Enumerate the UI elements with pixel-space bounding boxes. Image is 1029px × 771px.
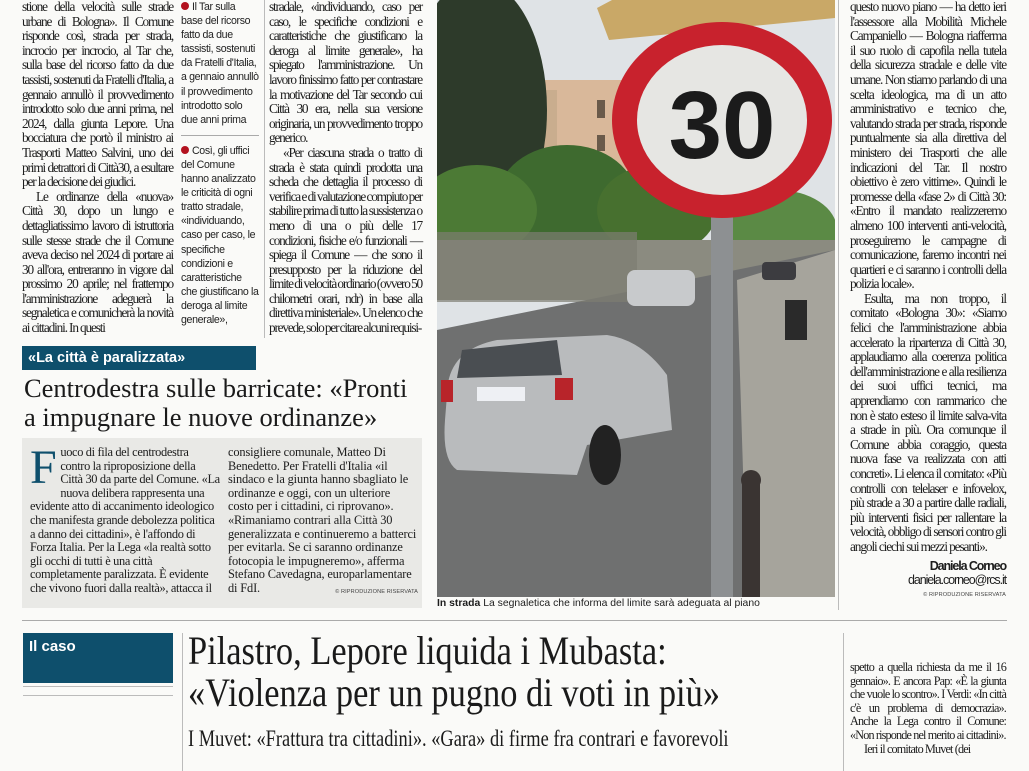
drop-cap: F — [30, 441, 57, 494]
sidebar-bullets — [181, 0, 259, 327]
box-headline: Centrodestra sulle barricate: «Pronti a impugnare le nuove ordinanze» — [24, 373, 408, 432]
paragraph: stione della velocità sulle strade urbane di Bologna». Il Comune risponde così, strada per strada, incrocio per incrocio, al Tar che, sulla base del ricorso fatto da due tassisti, sostenuti da Fratelli d'Italia, a gennaio annullò il provvedimento introdotto solo due anni prima, nel 2024, dalla giunta Lepore. Una bocciatura che portò il ministro ai Trasporti Matteo Salvini, uno dei primi detrattori di Città30, a esultare per la decisione dei giudici. — [22, 0, 173, 190]
column-divider — [838, 0, 839, 610]
street-photo — [437, 0, 835, 597]
article-column-1 — [22, 0, 173, 336]
paragraph: questo nuovo piano — ha detto ieri l'assessore alla Mobilità Michele Campaniello — Bologna riafferma il suo ruolo di capofila nella tutela della sicurezza stradale e delle vite umane. Non stiamo parlando di una scelta ideologica, ma di un atto amministrativo e tecnico che, valutando strada per strada, risponde puntualmente sia alla direttiva del ministero dei Trasporti che alle indicazioni del Tar. Il nostro obiettivo è zero vittime». Quindi le promesse della «fase 2» di Città 30: «Entro il mandato realizzeremo almeno 100 interventi anti-velocità, proseguiremo le campagne di comunicazione, faremo incontri nei quartieri e ci saranno i controlli della polizia locale». — [850, 0, 1006, 292]
bullet-item: Il Tar sulla base del ricorso fatto da due tassisti, sostenuti da Fratelli d'Italia, a gennaio annullò il provvedimento introdotto solo due anni prima — [181, 1, 259, 126]
box-kicker: «La città è paralizzata» — [22, 346, 256, 370]
bullet-icon — [181, 2, 189, 10]
paragraph: spetto a quella richiesta da me il 16 gennaio». E ancora Pap: «È la giunta che vuole lo scontro». I Verdi: «In città c'è un problema di democrazia». Anche la Lega contro il Comune: «Non risponde nel merito ai cittadini». — [850, 660, 1006, 742]
column-divider — [264, 0, 265, 338]
divider — [181, 135, 259, 136]
bottom-right-column — [850, 661, 1006, 756]
article-column-right — [850, 0, 1006, 602]
bottom-headline: Pilastro, Lepore liquida i Mubasta: «Violenza per un pugno di voti in più» — [188, 628, 721, 715]
box-column-1: Fuoco di fila del centrodestra contro la riproposizione della Città 30 da parte del Comune. «La nuova delibera rappresenta una evidente atto di accanimento ideologico che manifesta grande debolezza politica a danno dei cittadini», è l'affondo di Forza Italia. Per la Lega «la realtà sotto gli occhi di tutti è una città completamente paralizzata. È evidente che vivono fuori dalla realtà», attacca il — [30, 441, 220, 595]
box-article — [22, 438, 422, 608]
bullet-item: Così, gli uffici del Comune hanno analizzato le criticità di ogni tratto stradale, «individuando, caso per caso, le specifiche condizioni e caratteristiche che giustificano la deroga al limite generale», — [181, 144, 259, 326]
paragraph: «Per ciascuna strada o tratto di strada è stata quindi prodotta una scheda che dettaglia il processo di verifica e di valutazione compiuto per stabilire prima di tutto la sussistenza o meno di una o più delle 17 condizioni, fisiche e/o funzionali — spiega il Comune — che sono il presupposto per la riduzione del limite di velocità ordinario (ovvero 50 chilometri orari, ndr) in base alla direttiva ministeriale». Un elenco che prevede, solo per citare alcuni requisi- — [269, 144, 422, 336]
copyright: © RIPRODUZIONE RISERVATA — [335, 588, 418, 595]
bottom-kicker: Il caso — [23, 633, 173, 683]
author-email[interactable]: daniela.corneo@rcs.it — [908, 573, 1006, 588]
box-column-2: consigliere comunale, Matteo Di Benedetto. Per Fratelli d'Italia «il sindaco e la giunta hanno sbagliato le ordinanze e oggi, con un ulteriore costo per i cittadini, ci riprovano». «Rimaniamo contrari alla Città 30 generalizzata e continueremo a batterci per evitarla. Se ci saranno ordinanze fotocopia le impugneremo», afferma Stefano Cavedagna, europarlamentare di FdI. © RIPRODUZIONE RISERVATA — [228, 446, 418, 600]
article-column-3 — [269, 0, 422, 336]
column-divider — [843, 633, 844, 771]
car — [627, 270, 695, 306]
kicker-lines — [23, 686, 173, 696]
author-name: Daniela Corneo — [929, 558, 1006, 573]
paragraph: Le ordinanze della «nuova» Città 30, dopo un lungo e dettagliatissimo lavoro di istruttoria sulle stesse strade che il Comune aveva deciso nel 2024 di portare ai 30 all'ora, entreranno in vigore dal prossimo 20 aprile; nel frattempo l'amministrazione adeguerà la segnaletica e comunicherà la novità ai cittadini. In questi — [22, 188, 173, 336]
sign-number: 30 — [668, 72, 776, 179]
copyright: © RIPRODUZIONE RISERVATA — [923, 591, 1006, 598]
paragraph: stradale, «individuando, caso per caso, le specifiche condizioni e caratteristiche che giustificano la deroga al limite generale», ha spiegato l'amministrazione. Un lavoro finissimo fatto per contrastare la motivazione del Tar secondo cui Città 30 era, nella sua versione originaria, un provvedimento troppo generico. — [269, 0, 422, 146]
sign-pole — [711, 205, 733, 597]
photo-caption: In strada La segnaletica che informa del limite sarà adeguata al piano — [437, 598, 760, 609]
bullet-icon — [181, 146, 189, 154]
paragraph: Ieri il comitato Muvet (dei — [864, 741, 971, 756]
column-divider — [182, 633, 183, 771]
paragraph: Esulta, ma non troppo, il comitato «Bologna 30»: «Siamo felici che l'amministrazione abbia accelerato la ripartenza di Città 30, applaudiamo alla coerenza politica dell'amministrazione e alla resilienza dei suoi uffici tecnici, ma apprendiamo con rammarico che non è stato esteso il limite salva-vita a strade in più. Ora comunque il Comune abbia coraggio, questa nuova fase va realizzata con atti concreti». Li elenca il comitato: «Più controlli con telelaser e infovelox, più strade a 30 a partire dalle radiali, più interventi fisici per rallentare la velocità, obbligo di sensori contro gli angoli ciechi sui mezzi pesanti». — [850, 290, 1006, 554]
bottom-subheadline: I Muvet: «Frattura tra cittadini». «Gara» di firme fra contrari e favorevoli — [188, 726, 729, 751]
section-divider — [22, 620, 1007, 621]
